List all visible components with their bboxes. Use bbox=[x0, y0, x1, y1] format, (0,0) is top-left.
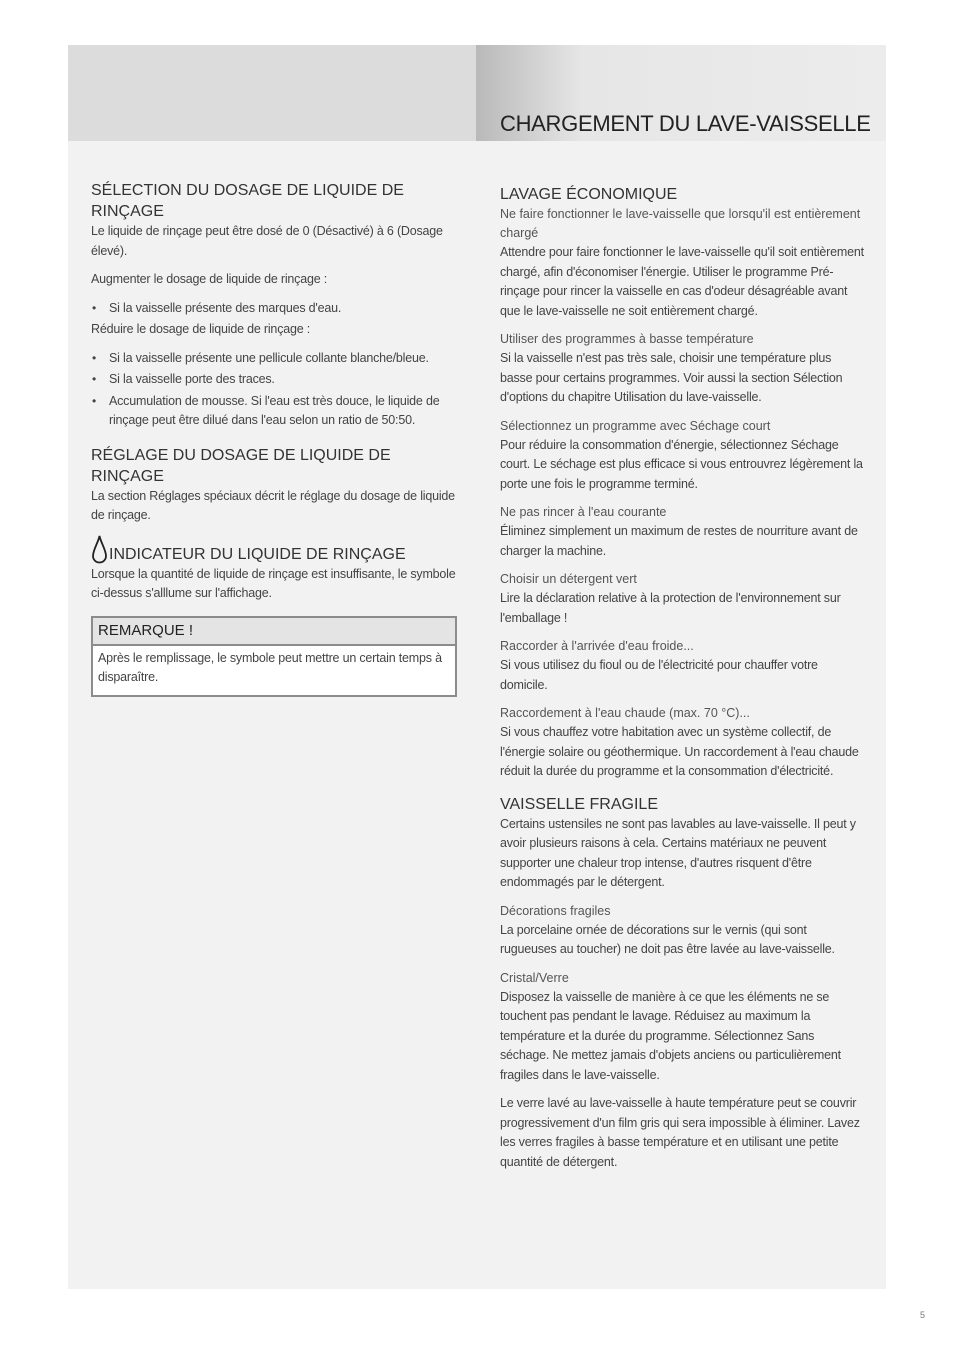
right-column bbox=[500, 184, 866, 1172]
subheading: Cristal/Verre bbox=[500, 970, 569, 985]
bullet-list bbox=[91, 299, 457, 319]
bullet-list bbox=[91, 349, 457, 431]
paragraph: Pour réduire la consommation d'énergie, sélectionnez Séchage court. Le séchage est plus efficace si vous entrouvrez légèrement la porte une fois le programme terminé. bbox=[500, 437, 863, 491]
indicator-title-text: INDICATEUR DU LIQUIDE DE RINÇAGE bbox=[109, 545, 406, 563]
paragraph: Si vous chauffez votre habitation avec un système collectif, de l'énergie solaire ou géothermique. Un raccordement à l'eau chaude réduit la durée du programme et la consommation d'électricité. bbox=[500, 725, 859, 778]
subheading: Choisir un détergent vert bbox=[500, 572, 637, 586]
paragraph: Lire la déclaration relative à la protection de l'environnement sur l'emballage ! bbox=[500, 591, 841, 625]
drop-icon bbox=[91, 534, 108, 566]
subheading: Décorations fragiles bbox=[500, 903, 611, 918]
subheading: Ne pas rincer à l'eau courante bbox=[500, 505, 667, 519]
subheading: Sélectionnez un programme avec Séchage court bbox=[500, 418, 771, 433]
paragraph: Certains ustensiles ne sont pas lavables au lave-vaisselle. Il peut y avoir plusieurs raisons à cela. Certains matériaux ne peuvent supporter une chaleur trop intense, d'autres risquent d'être endommagés par le détergent. bbox=[500, 816, 856, 889]
paragraph: La section Réglages spéciaux décrit le réglage du dosage de liquide de rinçage. bbox=[91, 488, 455, 522]
list-item-text: Si la vaisselle présente des marques d'eau. bbox=[109, 300, 342, 315]
header-band-left bbox=[68, 45, 476, 141]
paragraph: Éliminez simplement un maximum de restes de nourriture avant de charger la machine. bbox=[500, 524, 858, 558]
paragraph: Disposez la vaisselle de manière à ce que les éléments ne se touchent pas pendant le lavage. Réduisez au maximum la température et la durée du programme. Sélectionnez Sans séchage. Ne mettez jamais d'objets anciens ou particulièrement fragiles dans le lave-vaisselle. bbox=[500, 989, 841, 1082]
paragraph: Augmenter le dosage de liquide de rinçage : bbox=[91, 272, 328, 286]
section-title-eco: LAVAGE ÉCONOMIQUE bbox=[500, 186, 678, 203]
list-item-text: Accumulation de mousse. Si l'eau est très douce, le liquide de rinçage peut être dilué dans l'eau selon un ratio de 50:50. bbox=[109, 393, 440, 427]
note-box bbox=[91, 616, 457, 697]
paragraph: Lorsque la quantité de liquide de rinçage est insuffisante, le symbole ci-dessus s'alllume sur l'affichage. bbox=[91, 566, 456, 600]
page-number: 5 bbox=[920, 1310, 926, 1320]
section-title-dosage-setting: RÉGLAGE DU DOSAGE DE LIQUIDE DE RINÇAGE bbox=[91, 446, 391, 485]
paragraph: Si la vaisselle n'est pas très sale, choisir une température plus basse pour certains programmes. Voir aussi la section Sélection d'options du chapitre Utilisation du lave-vaisselle. bbox=[500, 351, 843, 404]
paragraph: Le liquide de rinçage peut être dosé de 0 (Désactivé) à 6 (Dosage élevé). bbox=[91, 224, 443, 258]
paragraph: Si vous utilisez du fioul ou de l'électricité pour chauffer votre domicile. bbox=[500, 658, 818, 692]
subheading: Raccorder à l'arrivée d'eau froide... bbox=[500, 639, 694, 653]
section-title-fragile: VAISSELLE FRAGILE bbox=[500, 795, 658, 813]
subheading: Raccordement à l'eau chaude (max. 70 °C)... bbox=[500, 706, 750, 720]
section-title-indicator bbox=[91, 544, 457, 565]
page-title: CHARGEMENT DU LAVE-VAISSELLE bbox=[500, 111, 871, 136]
paragraph: Attendre pour faire fonctionner le lave-vaisselle qu'il soit entièrement chargé, afin d'économiser l'énergie. Utiliser le programme Pré-rinçage pour rincer la vaisselle en cas d'odeur désagréable avant que le lave-vaisselle ne soit entièrement chargé. bbox=[500, 245, 864, 318]
list-item: • Si la vaisselle présente une pellicule collante blanche/bleue. bbox=[92, 350, 429, 365]
subheading: Ne faire fonctionner le lave-vaisselle que lorsqu'il est entièrement chargé bbox=[500, 207, 861, 240]
section-title-dosage-selection: SÉLECTION DU DOSAGE DE LIQUIDE DE RINÇAGE bbox=[91, 182, 404, 220]
list-item: • Si la vaisselle présente des marques d'eau. bbox=[92, 300, 342, 315]
list-item: • Accumulation de mousse. Si l'eau est très douce, le liquide de rinçage peut être dilué dans l'eau selon un ratio de 50:50. bbox=[92, 393, 440, 427]
paragraph: Le verre lavé au lave-vaisselle à haute température peut se couvrir progressivement d'un film gris qui sera impossible à éliminer. Lavez les verres fragiles à basse température et en utilisant une petite quantité de détergent. bbox=[500, 1096, 860, 1169]
list-item-text: Si la vaisselle présente une pellicule collante blanche/bleue. bbox=[109, 350, 429, 365]
subheading: Utiliser des programmes à basse température bbox=[500, 332, 754, 346]
paragraph: Réduire le dosage de liquide de rinçage : bbox=[91, 322, 311, 336]
list-item-text: Si la vaisselle porte des traces. bbox=[109, 372, 275, 386]
note-text: Après le remplissage, le symbole peut mettre un certain temps à disparaître. bbox=[98, 650, 442, 684]
left-column bbox=[91, 180, 457, 697]
list-item: • Si la vaisselle porte des traces. bbox=[92, 372, 275, 386]
paragraph: La porcelaine ornée de décorations sur le vernis (qui sont rugueuses au toucher) ne doit pas être lavée au lave-vaisselle. bbox=[500, 922, 835, 956]
header-band-right bbox=[476, 45, 886, 141]
note-title: REMARQUE ! bbox=[93, 618, 455, 646]
